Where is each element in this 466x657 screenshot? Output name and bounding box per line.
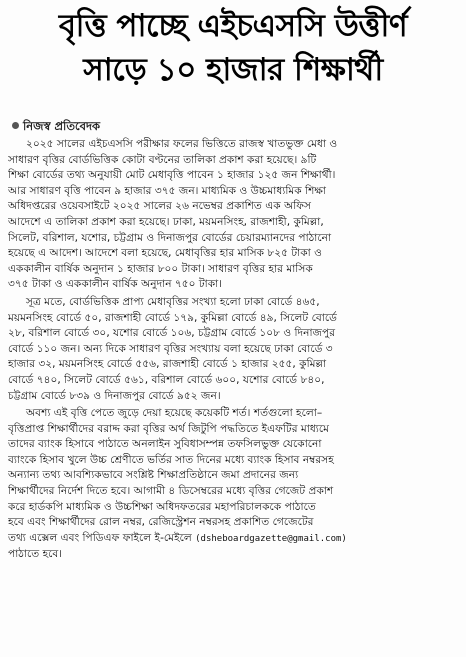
paragraph-2 (8, 295, 458, 404)
text-line: আর সাধারণ বৃত্তি পাবেন ৯ হাজার ৩৭৫ জন। মাধ্যমিক ও উচ্চমাধ্যমিক শিক্ষা (8, 184, 326, 197)
paragraph-3 (8, 406, 458, 563)
text-line-with-email (8, 531, 458, 548)
text-line: চট্টগ্রাম বোর্ডে ৮৩৯ ও দিনাজপুর বোর্ডে ৯৫২ জন। (8, 389, 221, 402)
text-line: সূত্র মতে, বোর্ডভিত্তিক প্রাপ্য মেধাবৃত্তির সংখ্যা হলো ঢাকা বোর্ডে ৪৬৫, (26, 295, 320, 308)
text-line: শিক্ষা বোর্ডের তথ্য অনুযায়ী মোট মেধাবৃত্তি পাবেন ১ হাজার ১২৫ জন শিক্ষার্থী। (8, 169, 336, 182)
text-line: ২০২৫ সালের এইচএসসি পরীক্ষার ফলের ভিত্তিতে রাজস্ব খাতভুক্ত মেধা ও (26, 138, 338, 150)
text-line: বোর্ডে ৭৪০, সিলেট বোর্ডে ৫৬১, বরিশাল বোর্ডে ৬০০, যশোর বোর্ডে ৮৪০, (8, 373, 325, 386)
text-line: অবশ্য এই বৃত্তি পেতে জুড়ে দেয়া হয়েছে কয়েকটি শর্ত। শর্তগুলো হলো– (26, 407, 323, 420)
byline (12, 118, 100, 137)
headline-line-2: সাড়ে ১০ হাজার শিক্ষার্থী (83, 52, 383, 88)
text-line: বোর্ডে ১১০ জন। অন্য দিকে সাধারণ বৃত্তির সংখ্যায় বলা হয়েছে ঢাকা বোর্ডে ৩ (8, 342, 333, 355)
byline-bullet-icon (12, 122, 19, 129)
text-line: হবে এবং শিক্ষার্থীদের রোল নম্বর, রেজিস্ট্রেশন নম্বরসহ প্রকাশিত গেজেটের (8, 516, 314, 529)
closing-line: পাঠাতে হবে। (8, 548, 63, 561)
text-line: হয়েছে এ আদেশ। আদেশে বলা হয়েছে, মেধাবৃত্তির হার মাসিক ৮২৫ টাকা ও (8, 247, 322, 260)
text-line: ব্যাংকে হিসাব খুলে উচ্চ শ্রেণীতে ভর্তির সাত দিনের মধ্যে ব্যাংক হিসাব নম্বরসহ (8, 453, 334, 466)
paragraph-1 (8, 137, 458, 293)
text-line: তাদের ব্যাংক হিসাবে পাঠাতে অনলাইন সুবিধাসম্পন্ন তফসিলভুক্ত যেকোনো (8, 438, 322, 451)
text-line: হাজার ৩২, ময়মনসিংহ বোর্ডে ৫৫৬, রাজশাহী বোর্ডে ১ হাজার ২৫৫, কুমিল্লা (8, 358, 327, 371)
text-line: বৃত্তিপ্রাপ্ত শিক্ষার্থীদের বরাদ্দ করা বৃত্তির অর্থ জিটুপি পদ্ধতিতে ইএফটির মাধ্যমে (8, 422, 329, 435)
text-line: অধিদপ্তরের ওয়েবসাইটে ২০২৫ সালের ২৬ নভেম্বর প্রকাশিত এক অফিস (8, 200, 312, 213)
headline-line-1: বৃত্তি পাচ্ছে এইচএসসি উত্তীর্ণ (58, 8, 408, 44)
article-body (8, 137, 458, 565)
text-line: সিলেট, বরিশাল, যশোর, চট্টগ্রাম ও দিনাজপুর বোর্ডের চেয়ারম্যানদের পাঠানো (8, 231, 332, 244)
email-address: (dsheboardgazette@gmail.com) (195, 533, 347, 544)
headline (6, 4, 460, 92)
text-line: শিক্ষার্থীদের নির্দেশ দিতে হবে। আগামী ৪ ডিসেম্বরের মধ্যে বৃত্তির গেজেট প্রকাশ (8, 485, 334, 498)
text-line: অন্যান্য তথ্য আবশ্যিকভাবে সংশ্লিষ্ট শিক্ষাপ্রতিষ্ঠানে জমা প্রদানের জন্য (8, 469, 299, 482)
text-line: এককালীন বার্ষিক অনুদান ১ হাজার ৮০০ টাকা। সাধারণ বৃত্তির হার মাসিক (8, 262, 313, 275)
byline-text: নিজস্ব প্রতিবেদক (23, 119, 101, 133)
text-line: ৩৭৫ টাকা ও এককালীন বার্ষিক অনুদান ৭৫০ টাকা। (8, 278, 223, 291)
text-line: তথ্য এক্সেল এবং পিডিএফ ফাইলে ই-মেইলে (8, 531, 192, 544)
text-line: করে হার্ডকপি মাধ্যমিক ও উচ্চশিক্ষা অধিদফতরের মহাপরিচালককে পাঠাতে (8, 500, 316, 513)
text-line: আদেশে এ তালিকা প্রকাশ করা হয়েছে। ঢাকা, ময়মনসিংহ, রাজশাহী, কুমিল্লা, (8, 215, 324, 228)
text-line: ২৮, বরিশাল বোর্ডে ৩০, যশোর বোর্ডে ১০৬, চট্টগ্রাম বোর্ডে ১০৮ ও দিনাজপুর (8, 327, 336, 340)
text-line: ময়মনসিংহ বোর্ডে ৫০, রাজশাহী বোর্ডে ১৭৯, কুমিল্লা বোর্ডে ৪৯, সিলেট বোর্ডে (8, 311, 337, 324)
text-line: সাধারণ বৃত্তির বোর্ডভিত্তিক কোটা বণ্টনের তালিকা প্রকাশ করা হয়েছে। ৯টি (8, 153, 317, 166)
